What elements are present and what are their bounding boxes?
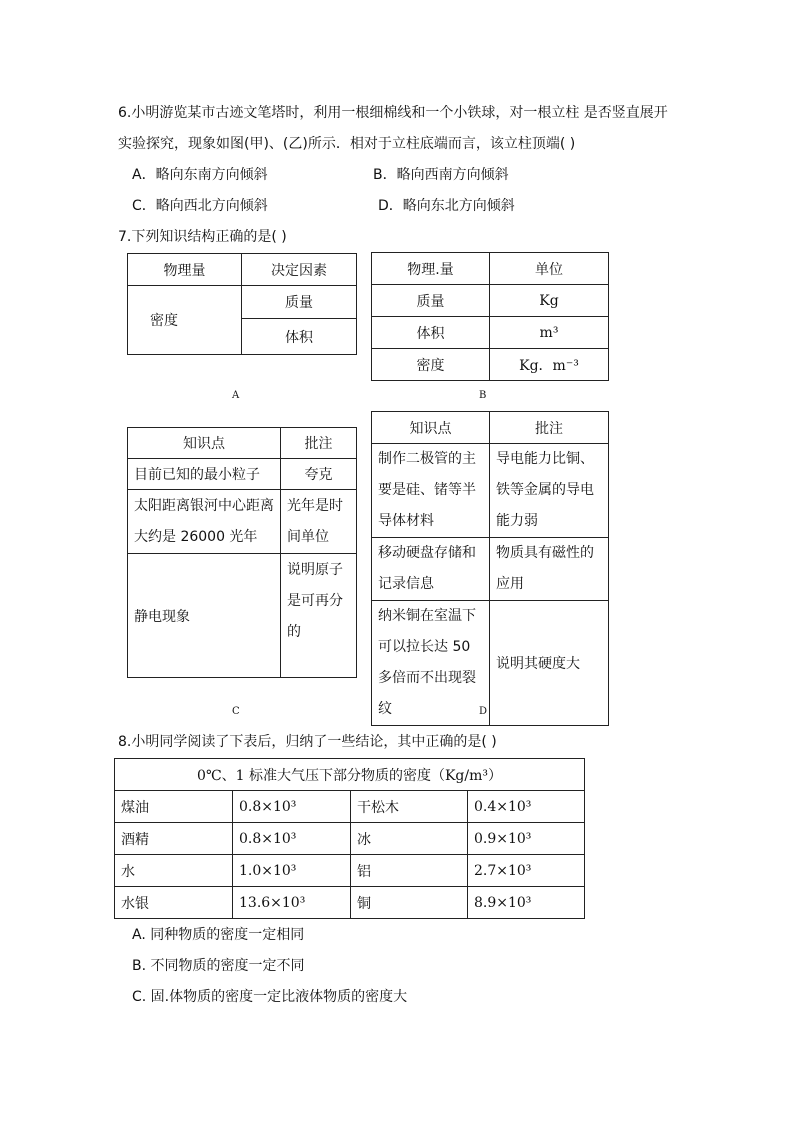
table-b-row-quantity: 密度	[372, 349, 490, 381]
density-table-substance: 水银	[115, 887, 233, 919]
table-b-header-unit: 单位	[490, 253, 609, 285]
table-d-header-note: 批注	[490, 412, 609, 444]
caption-b: B	[479, 390, 487, 401]
table-c-r1-point: 目前已知的最小粒子	[128, 459, 281, 490]
caption-d: D	[479, 706, 488, 717]
table-c-r2-note: 光年是时间单位	[281, 490, 357, 554]
table-c-r3-note: 说明原子是可再分的	[281, 554, 357, 678]
density-table-substance: 冰	[351, 823, 468, 855]
q7-table-d	[371, 411, 609, 726]
caption-a: A	[232, 390, 240, 401]
q7-stem: 7.下列知识结构正确的是( )	[118, 229, 287, 245]
q7-table-c	[127, 427, 357, 678]
density-table-value: 1.0×10³	[233, 855, 351, 887]
density-table-value: 2.7×10³	[468, 855, 585, 887]
table-b-row-unit: Kg．m⁻³	[490, 349, 609, 381]
q6-option-c: C．略向西北方向倾斜	[132, 198, 268, 214]
table-b-row-quantity: 体积	[372, 317, 490, 349]
table-c-header-note: 批注	[281, 428, 357, 459]
density-table-value: 8.9×10³	[468, 887, 585, 919]
table-b-header-quantity: 物理.量	[372, 253, 490, 285]
density-table-value: 13.6×10³	[233, 887, 351, 919]
table-a-header-quantity: 物理量	[128, 254, 242, 286]
q7-table-a	[127, 253, 357, 355]
density-table-value: 0.9×10³	[468, 823, 585, 855]
table-a-density: 密度	[128, 286, 242, 355]
table-b-row-unit: Kg	[490, 285, 609, 317]
q8-option-a: A. 同种物质的密度一定相同	[132, 927, 305, 943]
density-table-value: 0.8×10³	[233, 823, 351, 855]
table-d-r3-note: 说明其硬度大	[490, 601, 609, 726]
table-b-row-unit: m³	[490, 317, 609, 349]
density-table-value: 0.8×10³	[233, 791, 351, 823]
table-d-r3-point: 纳米铜在室温下可以拉长达 50 多倍而不出现裂纹	[372, 601, 490, 726]
q6-option-b: B．略向西南方向倾斜	[373, 167, 509, 183]
table-b-row-quantity: 质量	[372, 285, 490, 317]
q6-option-d: D．略向东北方向倾斜	[378, 198, 515, 214]
table-d-r1-note: 导电能力比铜、铁等金属的导电能力弱	[490, 444, 609, 538]
table-c-r2-point: 太阳距离银河中心距离大约是 26000 光年	[128, 490, 281, 554]
table-c-header-point: 知识点	[128, 428, 281, 459]
density-table-substance: 铝	[351, 855, 468, 887]
q8-density-table	[114, 758, 585, 919]
table-d-r2-point: 移动硬盘存储和记录信息	[372, 538, 490, 601]
table-d-r1-point: 制作二极管的主要是硅、锗等半导体材料	[372, 444, 490, 538]
table-c-r3-point: 静电现象	[128, 554, 281, 678]
density-table-value: 0.4×10³	[468, 791, 585, 823]
density-table-substance: 铜	[351, 887, 468, 919]
q6-stem-line1: 6.小明游览某市古迹文笔塔时，利用一根细棉线和一个小铁球，对一根立柱 是否竖直展开	[118, 105, 668, 121]
table-a-volume: 体积	[242, 319, 357, 355]
table-d-header-point: 知识点	[372, 412, 490, 444]
q8-option-b: B. 不同物质的密度一定不同	[132, 958, 305, 974]
caption-c: C	[232, 706, 240, 717]
density-table-substance: 煤油	[115, 791, 233, 823]
table-d-r2-note: 物质具有磁性的应用	[490, 538, 609, 601]
table-a-mass: 质量	[242, 286, 357, 319]
q7-table-b	[371, 252, 609, 381]
density-table-substance: 水	[115, 855, 233, 887]
table-c-r1-note: 夸克	[281, 459, 357, 490]
q6-stem-line2: 实验探究，现象如图(甲)、(乙)所示．相对于立柱底端而言，该立柱顶端( )	[118, 136, 576, 152]
density-table-substance: 酒精	[115, 823, 233, 855]
q8-option-c: C. 固.体物质的密度一定比液体物质的密度大	[132, 989, 408, 1005]
q6-option-a: A．略向东南方向倾斜	[132, 167, 268, 183]
density-table-title: 0℃、1 标准大气压下部分物质的密度（Kg/m³）	[115, 759, 585, 791]
table-a-header-factor: 决定因素	[242, 254, 357, 286]
q8-stem: 8.小明同学阅读了下表后，归纳了一些结论，其中正确的是( )	[118, 734, 497, 750]
density-table-substance: 干松木	[351, 791, 468, 823]
